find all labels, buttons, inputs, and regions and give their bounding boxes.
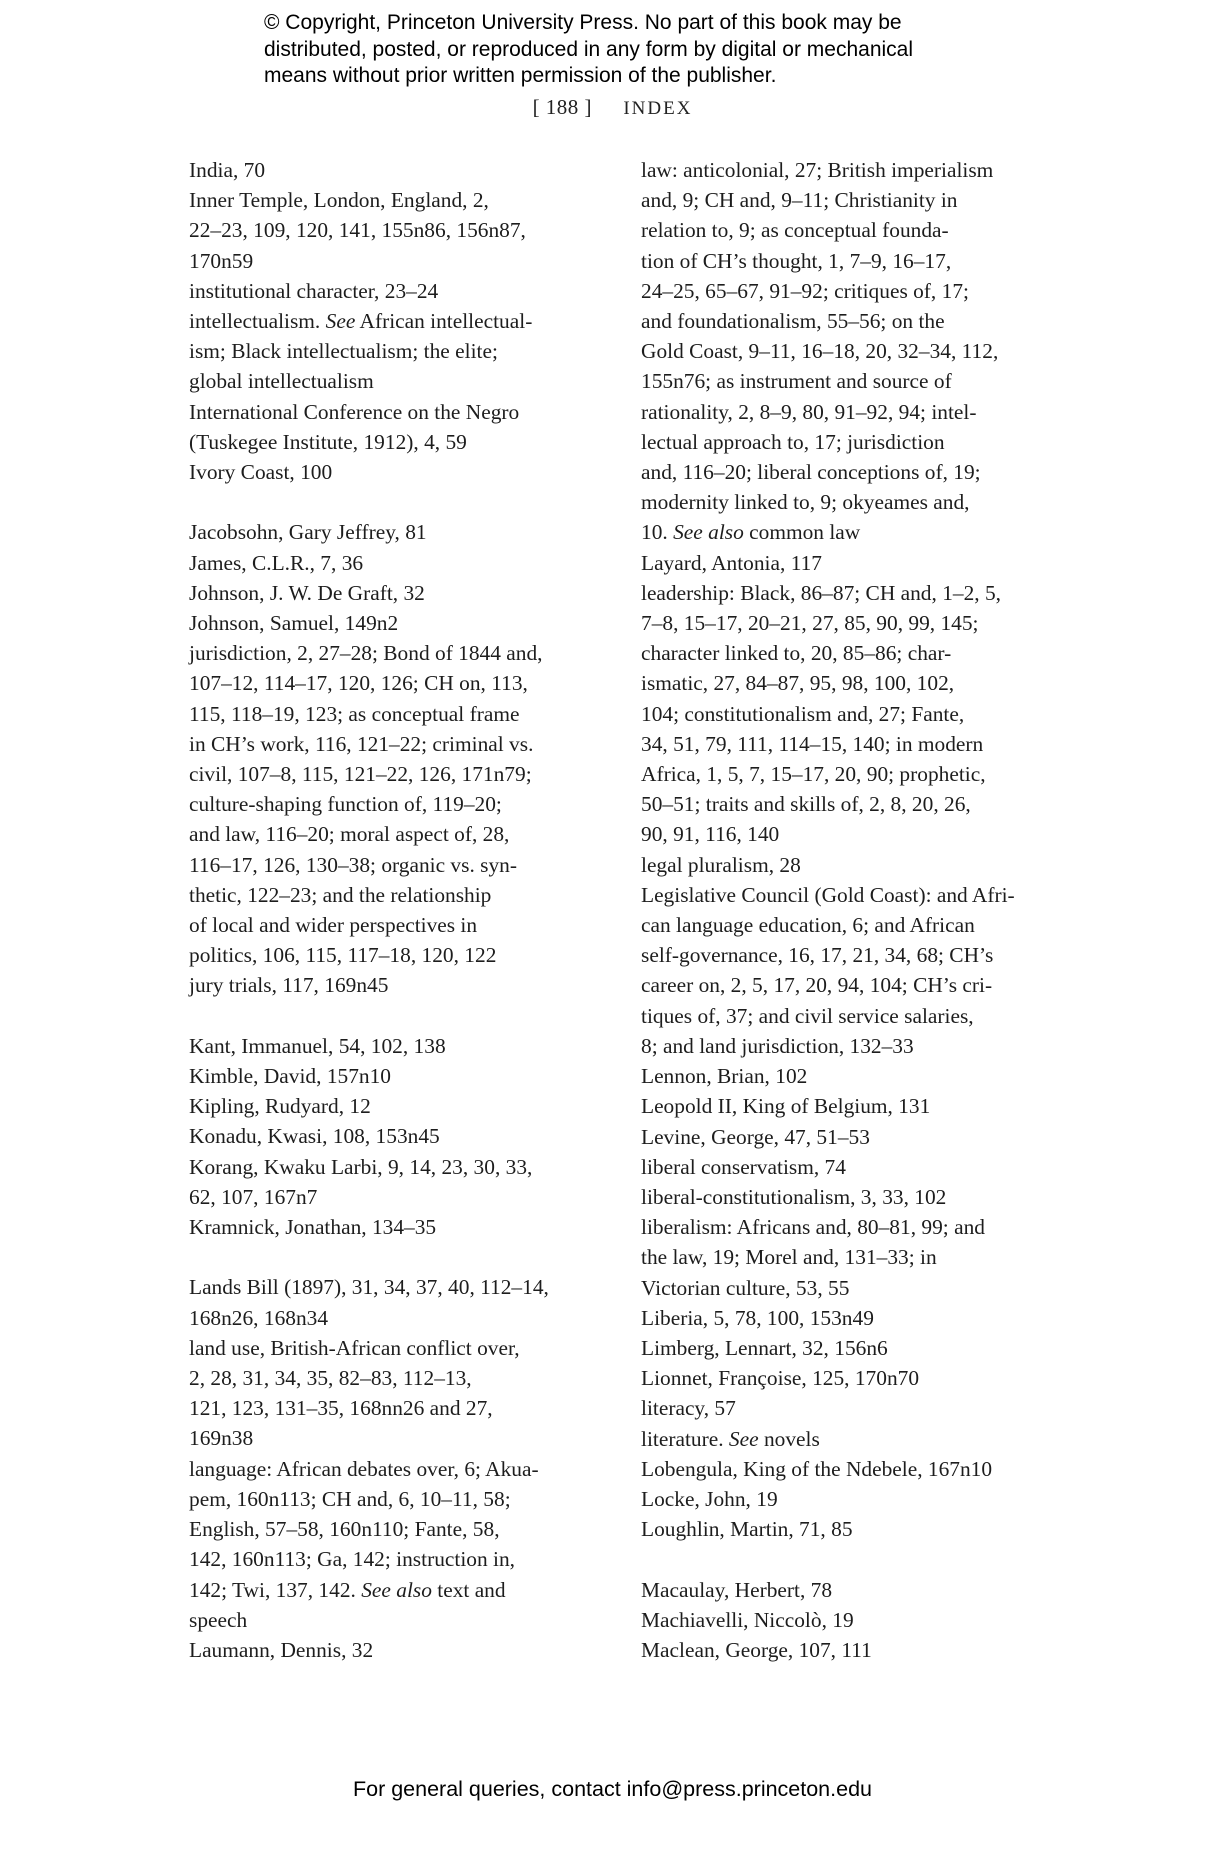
index-entry — [189, 1272, 594, 1332]
index-entry-line: 142, 160n113; Ga, 142; instruction in, — [189, 1547, 515, 1572]
index-entry — [189, 1212, 594, 1242]
index-entry-line: literature. See novels — [641, 1426, 820, 1451]
index-entry-line: lectual approach to, 17; jurisdiction — [641, 429, 945, 454]
index-entry-line: 104; constitutionalism and, 27; Fante, — [641, 701, 965, 726]
index-entry-line: Victorian culture, 53, 55 — [641, 1275, 850, 1300]
index-entry — [189, 578, 594, 608]
running-head — [0, 95, 1225, 120]
index-entry-line: India, 70 — [189, 158, 266, 182]
index-entry-line: Kramnick, Jonathan, 134–35 — [189, 1215, 437, 1240]
index-entry-line: law: anticolonial, 27; British imperialism — [641, 158, 994, 182]
index-entry-line: Africa, 1, 5, 7, 15–17, 20, 90; prophetic, — [641, 762, 986, 787]
index-entry-line: legal pluralism, 28 — [641, 852, 801, 877]
index-entry-line: Lobengula, King of the Ndebele, 167n10 — [641, 1456, 993, 1481]
index-entry — [641, 1091, 1051, 1121]
index-entry-line: Korang, Kwaku Larbi, 9, 14, 23, 30, 33, — [189, 1154, 533, 1179]
index-entry-line: culture-shaping function of, 119–20; — [189, 792, 502, 817]
index-entry-line: Loughlin, Martin, 71, 85 — [641, 1517, 853, 1542]
index-entry-line: Lionnet, Françoise, 125, 170n70 — [641, 1366, 920, 1391]
index-entry — [189, 1152, 594, 1212]
index-entry — [641, 1212, 1051, 1303]
page-number: [ 188 ] — [532, 95, 593, 119]
index-entry-line: thetic, 122–23; and the relationship — [189, 882, 492, 907]
index-entry — [189, 548, 594, 578]
index-entry-line: literacy, 57 — [641, 1396, 736, 1421]
index-entry — [189, 1031, 594, 1061]
index-entry — [641, 1363, 1051, 1393]
index-entry-line: ism; Black intellectualism; the elite; — [189, 339, 498, 364]
index-entry — [641, 850, 1051, 880]
index-entry-line: 107–12, 114–17, 120, 126; CH on, 113, — [189, 671, 528, 696]
index-entry-line: Kimble, David, 157n10 — [189, 1064, 391, 1089]
index-entry-line: Gold Coast, 9–11, 16–18, 20, 32–34, 112, — [641, 339, 999, 364]
index-entry-line: Limberg, Lennart, 32, 156n6 — [641, 1335, 888, 1360]
index-column-left — [189, 155, 594, 1665]
index-entry — [189, 155, 594, 185]
index-entry — [641, 880, 1051, 1061]
index-entry-line: 2, 28, 31, 34, 35, 82–83, 112–13, — [189, 1366, 472, 1391]
index-entry-line: pem, 160n113; CH and, 6, 10–11, 58; — [189, 1486, 511, 1511]
index-entry-line: Lennon, Brian, 102 — [641, 1064, 808, 1089]
index-entry-line: modernity linked to, 9; okyeames and, — [641, 490, 970, 515]
index-entry-line: Ivory Coast, 100 — [189, 460, 333, 485]
index-entry-line: self-governance, 16, 17, 21, 34, 68; CH’s — [641, 943, 994, 968]
index-entry-line: Kant, Immanuel, 54, 102, 138 — [189, 1033, 446, 1058]
contact-footer: For general queries, contact info@press.princeton.edu — [352, 1777, 872, 1801]
index-entry-line: Jacobsohn, Gary Jeffrey, 81 — [189, 520, 427, 545]
letter-group-gap — [641, 1544, 1051, 1574]
index-entry-line: in CH’s work, 116, 121–22; criminal vs. — [189, 731, 534, 756]
index-entry-line: institutional character, 23–24 — [189, 278, 439, 303]
index-entry-line: Levine, George, 47, 51–53 — [641, 1124, 870, 1149]
index-entry-line: the law, 19; Morel and, 131–33; in — [641, 1245, 937, 1270]
index-entry — [189, 608, 594, 638]
index-entry-line: 24–25, 65–67, 91–92; critiques of, 17; — [641, 278, 969, 303]
index-entry-line: can language education, 6; and African — [641, 913, 975, 938]
index-entry-line: language: African debates over, 6; Akua- — [189, 1456, 539, 1481]
index-entry — [641, 1484, 1051, 1514]
index-entry — [641, 1303, 1051, 1333]
index-entry-line: 90, 91, 116, 140 — [641, 822, 780, 847]
index-entry-line: leadership: Black, 86–87; CH and, 1–2, 5, — [641, 580, 1002, 605]
section-title: INDEX — [623, 98, 693, 119]
index-entry-line: Konadu, Kwasi, 108, 153n45 — [189, 1124, 440, 1149]
index-entry — [641, 1061, 1051, 1091]
index-entry-line: liberal-constitutionalism, 3, 33, 102 — [641, 1184, 947, 1209]
index-entry-line: 115, 118–19, 123; as conceptual frame — [189, 701, 520, 726]
letter-group-gap — [189, 1001, 594, 1031]
index-entry — [641, 1605, 1051, 1635]
index-entry-line: rationality, 2, 8–9, 80, 91–92, 94; intel- — [641, 399, 977, 424]
index-entry-line: ismatic, 27, 84–87, 95, 98, 100, 102, — [641, 671, 955, 696]
index-entry-line: politics, 106, 115, 117–18, 120, 122 — [189, 943, 497, 968]
index-entry-line: and, 9; CH and, 9–11; Christianity in — [641, 188, 958, 213]
index-entry-line: liberal conservatism, 74 — [641, 1154, 846, 1179]
index-entry-line: 34, 51, 79, 111, 114–15, 140; in modern — [641, 731, 984, 756]
index-entry-line: Kipling, Rudyard, 12 — [189, 1094, 371, 1119]
index-entry-line: 50–51; traits and skills of, 2, 8, 20, 26, — [641, 792, 971, 817]
index-entry — [641, 548, 1051, 578]
index-entry-line: jurisdiction, 2, 27–28; Bond of 1844 and, — [189, 641, 543, 666]
index-entry — [641, 1575, 1051, 1605]
index-entry — [189, 457, 594, 487]
index-entry-line: 22–23, 109, 120, 141, 155n86, 156n87, — [189, 218, 526, 243]
index-entry — [189, 517, 594, 547]
index-entry-line: 168n26, 168n34 — [189, 1305, 329, 1330]
index-entry — [189, 970, 594, 1000]
index-entry — [189, 306, 594, 397]
index-entry-line: 169n38 — [189, 1426, 254, 1451]
index-entry — [641, 1514, 1051, 1544]
index-entry-line: character linked to, 20, 85–86; char- — [641, 641, 952, 666]
index-entry-line: tion of CH’s thought, 1, 7–9, 16–17, — [641, 248, 952, 273]
index-entry — [641, 1182, 1051, 1212]
index-entry-line: 142; Twi, 137, 142. See also text and — [189, 1577, 506, 1602]
index-entry-line: 116–17, 126, 130–38; organic vs. syn- — [189, 852, 517, 877]
index-entry-line: (Tuskegee Institute, 1912), 4, 59 — [189, 429, 467, 454]
index-entry-line: intellectualism. See African intellectual- — [189, 309, 533, 334]
index-entry-line: James, C.L.R., 7, 36 — [189, 550, 364, 575]
index-entry — [641, 578, 1051, 850]
index-entry-line: 7–8, 15–17, 20–21, 27, 85, 90, 99, 145; — [641, 611, 979, 636]
index-entry-line: speech — [189, 1607, 248, 1632]
index-entry-line: 121, 123, 131–35, 168nn26 and 27, — [189, 1396, 493, 1421]
index-entry-line: career on, 2, 5, 17, 20, 94, 104; CH’s cri- — [641, 973, 993, 998]
index-entry — [189, 397, 594, 457]
index-entry — [641, 1122, 1051, 1152]
index-entry — [189, 276, 594, 306]
index-entry-line: Locke, John, 19 — [641, 1486, 778, 1511]
index-entry — [189, 1061, 594, 1091]
index-entry-line: International Conference on the Negro — [189, 399, 520, 424]
index-entry-line: 62, 107, 167n7 — [189, 1184, 318, 1209]
index-entry-line: Johnson, J. W. De Graft, 32 — [189, 580, 425, 605]
letter-group-gap — [189, 487, 594, 517]
index-entry-line: Lands Bill (1897), 31, 34, 37, 40, 112–14, — [189, 1275, 549, 1300]
copyright-line: means without prior written permission of the publisher. — [264, 64, 777, 87]
index-entry — [189, 1121, 594, 1151]
index-entry — [189, 1091, 594, 1121]
index-entry — [641, 1635, 1051, 1665]
copyright-line: distributed, posted, or reproduced in any form by digital or mechanical — [264, 37, 914, 61]
index-entry-line: relation to, 9; as conceptual founda- — [641, 218, 949, 243]
index-entry-line: global intellectualism — [189, 369, 374, 394]
index-entry-line: Macaulay, Herbert, 78 — [641, 1577, 833, 1602]
index-entry-line: land use, British-African conflict over, — [189, 1335, 520, 1360]
index-entry — [189, 1333, 594, 1454]
index-entry-line: Layard, Antonia, 117 — [641, 550, 822, 575]
index-entry-line: of local and wider perspectives in — [189, 913, 478, 938]
index-entry-line: Maclean, George, 107, 111 — [641, 1637, 872, 1662]
index-entry-line: Laumann, Dennis, 32 — [189, 1637, 374, 1662]
index-entry-line: Johnson, Samuel, 149n2 — [189, 611, 399, 636]
index-entry-line: tiques of, 37; and civil service salaries, — [641, 1003, 974, 1028]
index-column-right — [641, 155, 1051, 1665]
index-entry-line: Inner Temple, London, England, 2, — [189, 188, 489, 213]
index-entry-line: civil, 107–8, 115, 121–22, 126, 171n79; — [189, 762, 532, 787]
index-entry — [189, 185, 594, 276]
index-entry-line: 170n59 — [189, 248, 254, 273]
index-entry-line: and law, 116–20; moral aspect of, 28, — [189, 822, 510, 847]
index-entry — [641, 1333, 1051, 1363]
index-entry-line: and, 116–20; liberal conceptions of, 19; — [641, 460, 981, 485]
index-entry — [189, 1454, 594, 1635]
index-entry — [641, 1454, 1051, 1484]
index-entry-line: jury trials, 117, 169n45 — [189, 973, 389, 998]
index-entry-line: liberalism: Africans and, 80–81, 99; and — [641, 1215, 985, 1240]
copyright-line: © Copyright, Princeton University Press. No part of this book may be — [264, 11, 902, 34]
index-entry — [641, 1393, 1051, 1423]
index-entry — [189, 638, 594, 970]
letter-group-gap — [189, 1242, 594, 1272]
index-entry — [189, 1635, 594, 1665]
index-entry — [641, 1424, 1051, 1454]
index-entry-line: Legislative Council (Gold Coast): and Afri- — [641, 882, 1015, 907]
index-entry — [641, 155, 1051, 548]
index-entry-line: English, 57–58, 160n110; Fante, 58, — [189, 1517, 500, 1542]
index-entry-line: Liberia, 5, 78, 100, 153n49 — [641, 1305, 874, 1330]
index-entry-line: Leopold II, King of Belgium, 131 — [641, 1094, 931, 1119]
index-entry-line: Machiavelli, Niccolò, 19 — [641, 1607, 854, 1632]
index-entry-line: 155n76; as instrument and source of — [641, 369, 952, 394]
index-entry — [641, 1152, 1051, 1182]
index-entry-line: 8; and land jurisdiction, 132–33 — [641, 1033, 914, 1058]
index-entry-line: 10. See also common law — [641, 520, 861, 545]
index-entry-line: and foundationalism, 55–56; on the — [641, 309, 945, 334]
copyright-notice — [264, 10, 1024, 90]
